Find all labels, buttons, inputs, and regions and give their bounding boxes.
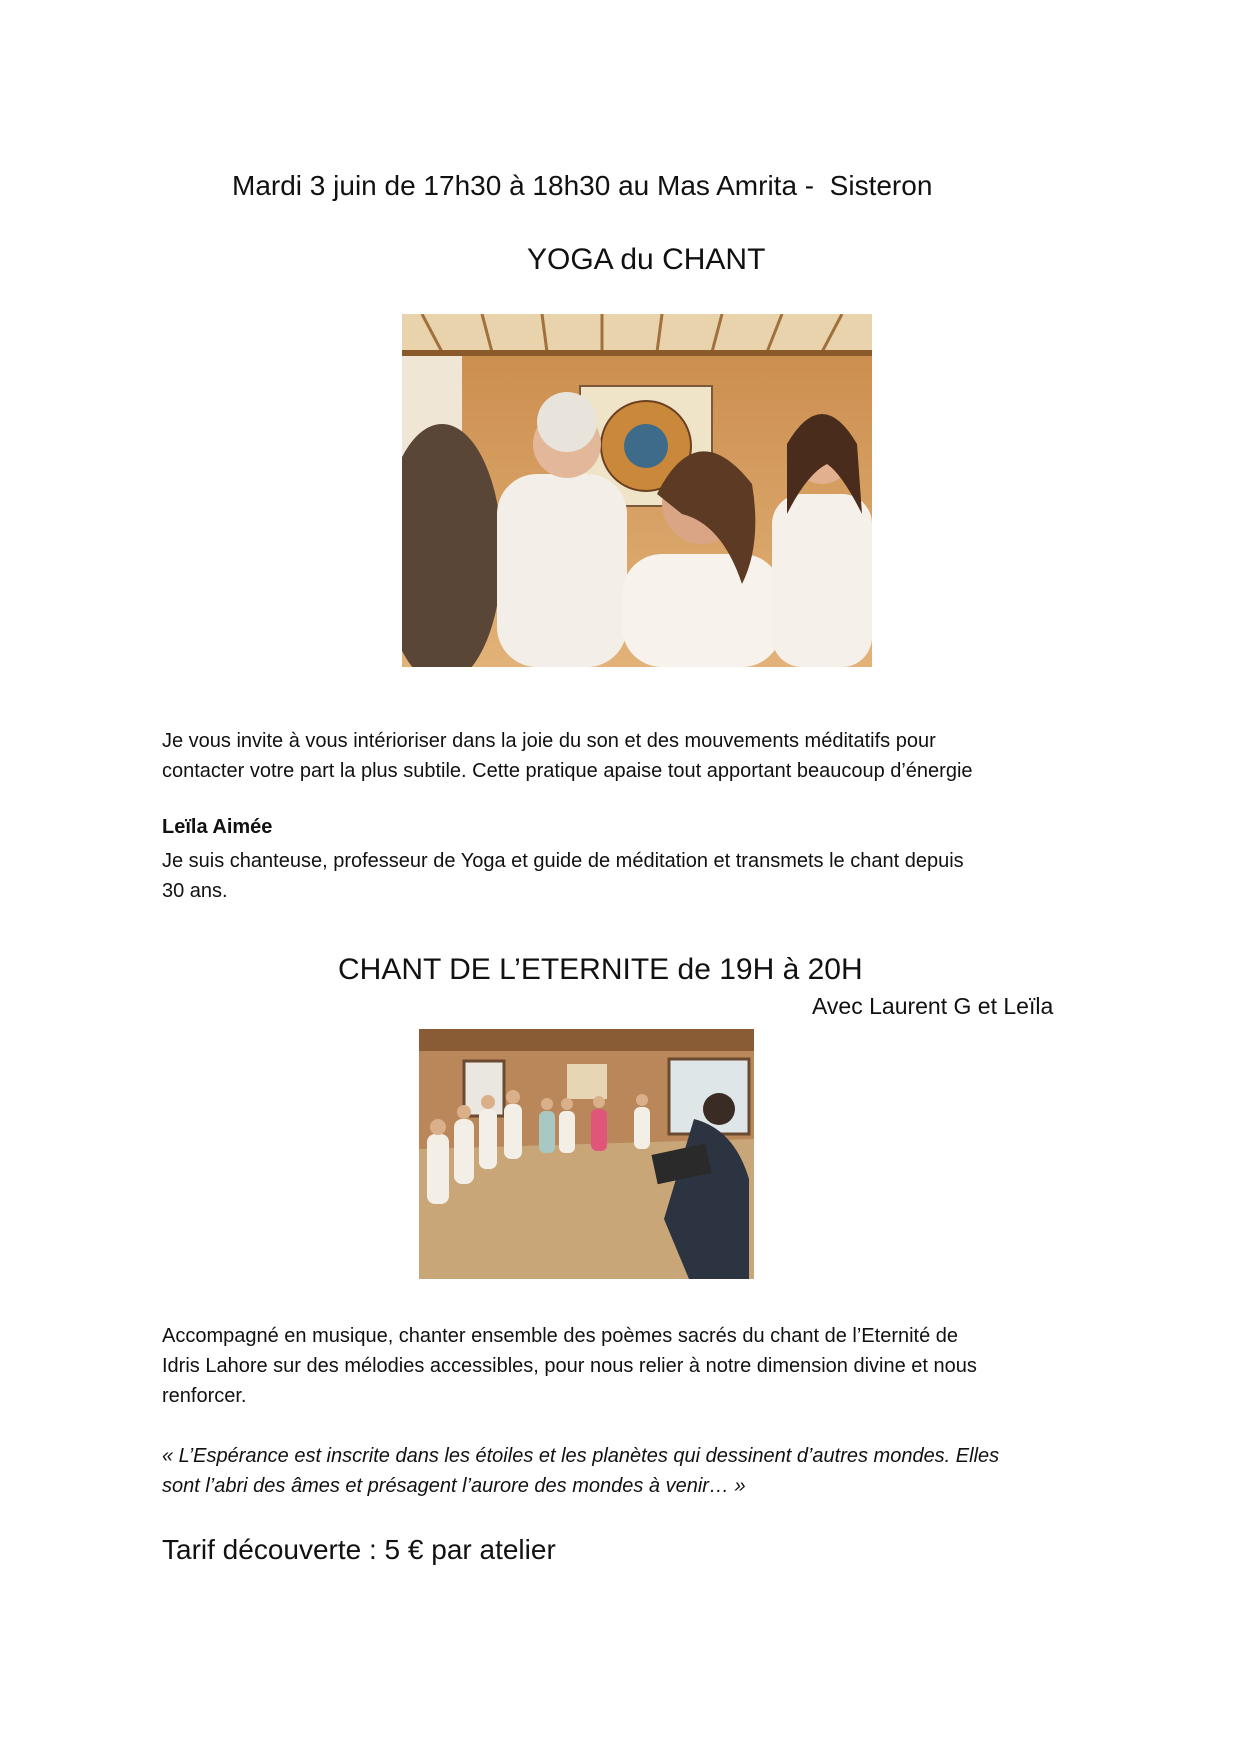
teacher-bio <box>162 846 1092 906</box>
yoga-title: YOGA du CHANT <box>527 243 766 276</box>
chant-description-line: Accompagné en musique, chanter ensemble des poèmes sacrés du chant de l’Eternité de <box>162 1325 959 1347</box>
yoga-description <box>162 726 1092 786</box>
chant-hosts: Avec Laurent G et Leïla <box>812 993 1054 1019</box>
chant-photo <box>419 1029 754 1279</box>
quote-line: sont l’abri des âmes et présagent l’aurore des mondes à venir… » <box>162 1475 746 1497</box>
event-date-line: Mardi 3 juin de 17h30 à 18h30 au Mas Amrita - Sisteron <box>232 170 933 201</box>
chant-title: CHANT DE L’ETERNITE de 19H à 20H <box>338 953 863 986</box>
yoga-photo <box>402 314 872 667</box>
price-text: Tarif découverte : 5 € par atelier <box>162 1534 556 1565</box>
teacher-bio-line: 30 ans. <box>162 880 228 902</box>
teacher-name: Leïla Aimée <box>162 816 273 838</box>
chant-description-line: renforcer. <box>162 1385 247 1407</box>
quote-line: « L’Espérance est inscrite dans les étoiles et les planètes qui dessinent d’autres mondes. Elles <box>162 1445 1000 1467</box>
yoga-description-line: Je vous invite à vous intérioriser dans la joie du son et des mouvements méditatifs pour <box>162 730 936 752</box>
teacher-bio-line: Je suis chanteuse, professeur de Yoga et guide de méditation et transmets le chant depuis <box>162 850 964 872</box>
chant-description <box>162 1321 1092 1411</box>
chant-description-line: Idris Lahore sur des mélodies accessibles, pour nous relier à notre dimension divine et nous <box>162 1355 977 1377</box>
chant-quote <box>162 1441 1092 1501</box>
yoga-description-line: contacter votre part la plus subtile. Cette pratique apaise tout apportant beaucoup d’énergie <box>162 760 973 782</box>
